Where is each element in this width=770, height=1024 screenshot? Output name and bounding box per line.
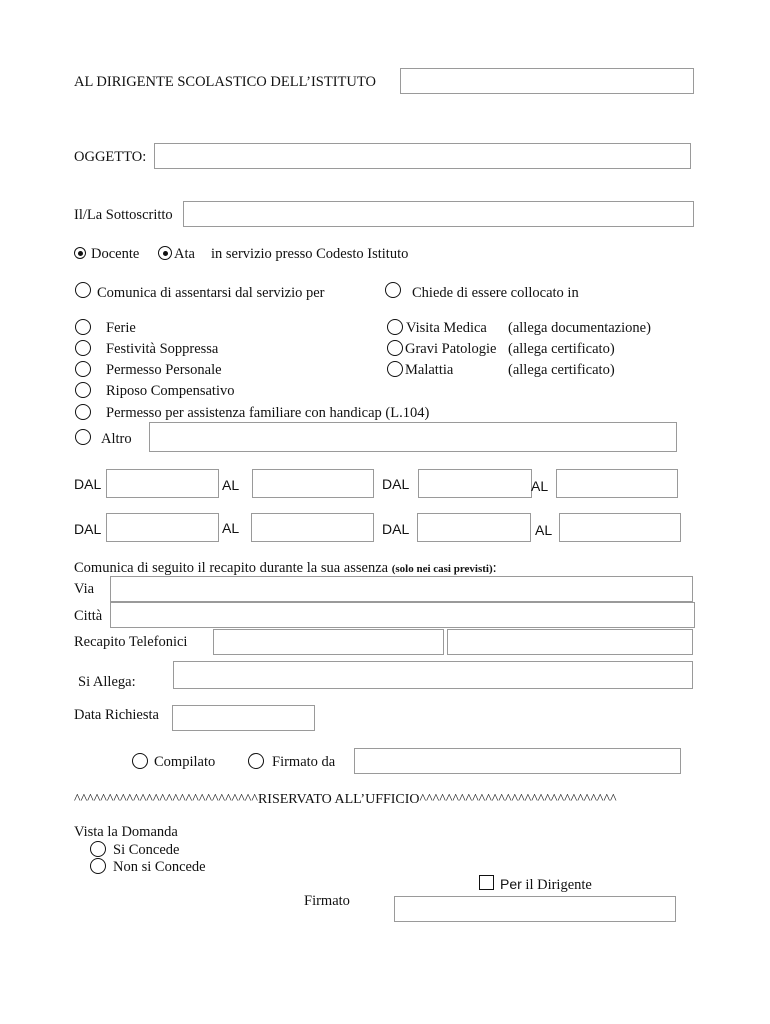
addressee-field[interactable] (400, 68, 694, 94)
addressee-label: AL DIRIGENTE SCOLASTICO DELL’ISTITUTO (74, 74, 376, 90)
office-signed-field[interactable] (394, 896, 676, 922)
communicates-label: Comunica di assentarsi dal servizio per (97, 285, 325, 301)
granted-label: Si Concede (113, 842, 180, 858)
period-2-from-field[interactable] (418, 469, 532, 498)
period-2-to-label: AL (531, 478, 549, 494)
reason-handicap-label: Permesso per assistenza familiare con handicap (L.104) (106, 405, 430, 421)
street-field[interactable] (110, 576, 693, 602)
period-2-from-label: DAL (382, 476, 410, 492)
reason-festivita-radio[interactable] (75, 340, 91, 356)
address-intro (74, 561, 497, 576)
reason-riposo-label: Riposo Compensativo (106, 383, 235, 399)
granted-radio[interactable] (90, 841, 106, 857)
reason-malattia-note: (allega certificato) (508, 362, 615, 378)
office-signed-label: Firmato (304, 893, 350, 909)
city-label: Città (74, 608, 103, 624)
reason-permesso-label: Permesso Personale (106, 362, 222, 378)
city-field[interactable] (110, 602, 695, 628)
period-1-to-label: AL (222, 477, 240, 493)
docente-radio[interactable] (74, 247, 86, 259)
requests-label: Chiede di essere collocato in (412, 285, 579, 301)
period-4-from-field[interactable] (417, 513, 531, 542)
seen-label: Vista la Domanda (74, 824, 178, 840)
applicant-label: Il/La Sottoscritto (74, 207, 173, 223)
reason-malattia-radio[interactable] (387, 361, 403, 377)
address-intro-text: Comunica di seguito il recapito durante la sua assenza (74, 560, 389, 576)
signed-by-label: Firmato da (272, 754, 336, 770)
period-4-from-label: DAL (382, 521, 410, 537)
street-label: Via (74, 581, 95, 597)
reason-ferie-radio[interactable] (75, 319, 91, 335)
signed-radio[interactable] (248, 753, 264, 769)
period-3-to-field[interactable] (251, 513, 374, 542)
per-principal-label (500, 877, 592, 893)
reason-altro-radio[interactable] (75, 429, 91, 445)
requests-radio[interactable] (385, 282, 401, 298)
applicant-field[interactable] (183, 201, 694, 227)
denied-radio[interactable] (90, 858, 106, 874)
ata-label: Ata (174, 246, 195, 262)
period-1-to-field[interactable] (252, 469, 374, 498)
reason-ferie-label: Ferie (106, 320, 136, 336)
compiled-radio[interactable] (132, 753, 148, 769)
communicates-radio[interactable] (75, 282, 91, 298)
reason-patologie-note: (allega certificato) (508, 341, 615, 357)
phone-field-2[interactable] (447, 629, 693, 655)
reason-malattia-label: Malattia (405, 362, 454, 378)
reason-handicap-radio[interactable] (75, 404, 91, 420)
denied-label: Non si Concede (113, 859, 206, 875)
period-4-to-field[interactable] (559, 513, 681, 542)
reason-festivita-label: Festività Soppressa (106, 341, 219, 357)
per-label: Per (500, 876, 522, 892)
reason-visita-note: (allega documentazione) (508, 320, 651, 336)
period-3-from-label: DAL (74, 521, 102, 537)
phone-field-1[interactable] (213, 629, 444, 655)
per-principal-checkbox[interactable] (479, 875, 494, 890)
ata-radio[interactable] (158, 246, 172, 260)
reason-patologie-label: Gravi Patologie (405, 341, 497, 357)
reason-riposo-radio[interactable] (75, 382, 91, 398)
phone-label: Recapito Telefonici (74, 634, 188, 650)
compiled-label: Compilato (154, 754, 216, 770)
address-intro-colon: : (492, 560, 497, 576)
altro-field[interactable] (149, 422, 677, 452)
period-3-to-label: AL (222, 520, 240, 536)
reason-altro-label: Altro (101, 431, 132, 447)
attach-label: Si Allega: (78, 674, 136, 690)
subject-field[interactable] (154, 143, 691, 169)
reason-permesso-radio[interactable] (75, 361, 91, 377)
period-1-from-field[interactable] (106, 469, 219, 498)
office-banner: ^^^^^^^^^^^^^^^^^^^^^^^^^^^^RISERVATO ALL’UFFICIO^^^^^^^^^^^^^^^^^^^^^^^^^^^^^^ (74, 792, 617, 807)
reason-patologie-radio[interactable] (387, 340, 403, 356)
reason-visita-label: Visita Medica (406, 320, 487, 336)
period-2-to-field[interactable] (556, 469, 678, 498)
attach-field[interactable] (173, 661, 693, 689)
subject-label: OGGETTO: (74, 149, 147, 165)
service-text: in servizio presso Codesto Istituto (211, 246, 409, 262)
reason-visita-radio[interactable] (387, 319, 403, 335)
principal-label: il Dirigente (525, 877, 592, 893)
address-intro-note: (solo nei casi previsti) (391, 563, 493, 575)
period-3-from-field[interactable] (106, 513, 219, 542)
request-date-field[interactable] (172, 705, 315, 731)
docente-label: Docente (91, 246, 140, 262)
period-4-to-label: AL (535, 522, 553, 538)
period-1-from-label: DAL (74, 476, 102, 492)
signed-by-field[interactable] (354, 748, 681, 774)
request-date-label: Data Richiesta (74, 707, 159, 723)
